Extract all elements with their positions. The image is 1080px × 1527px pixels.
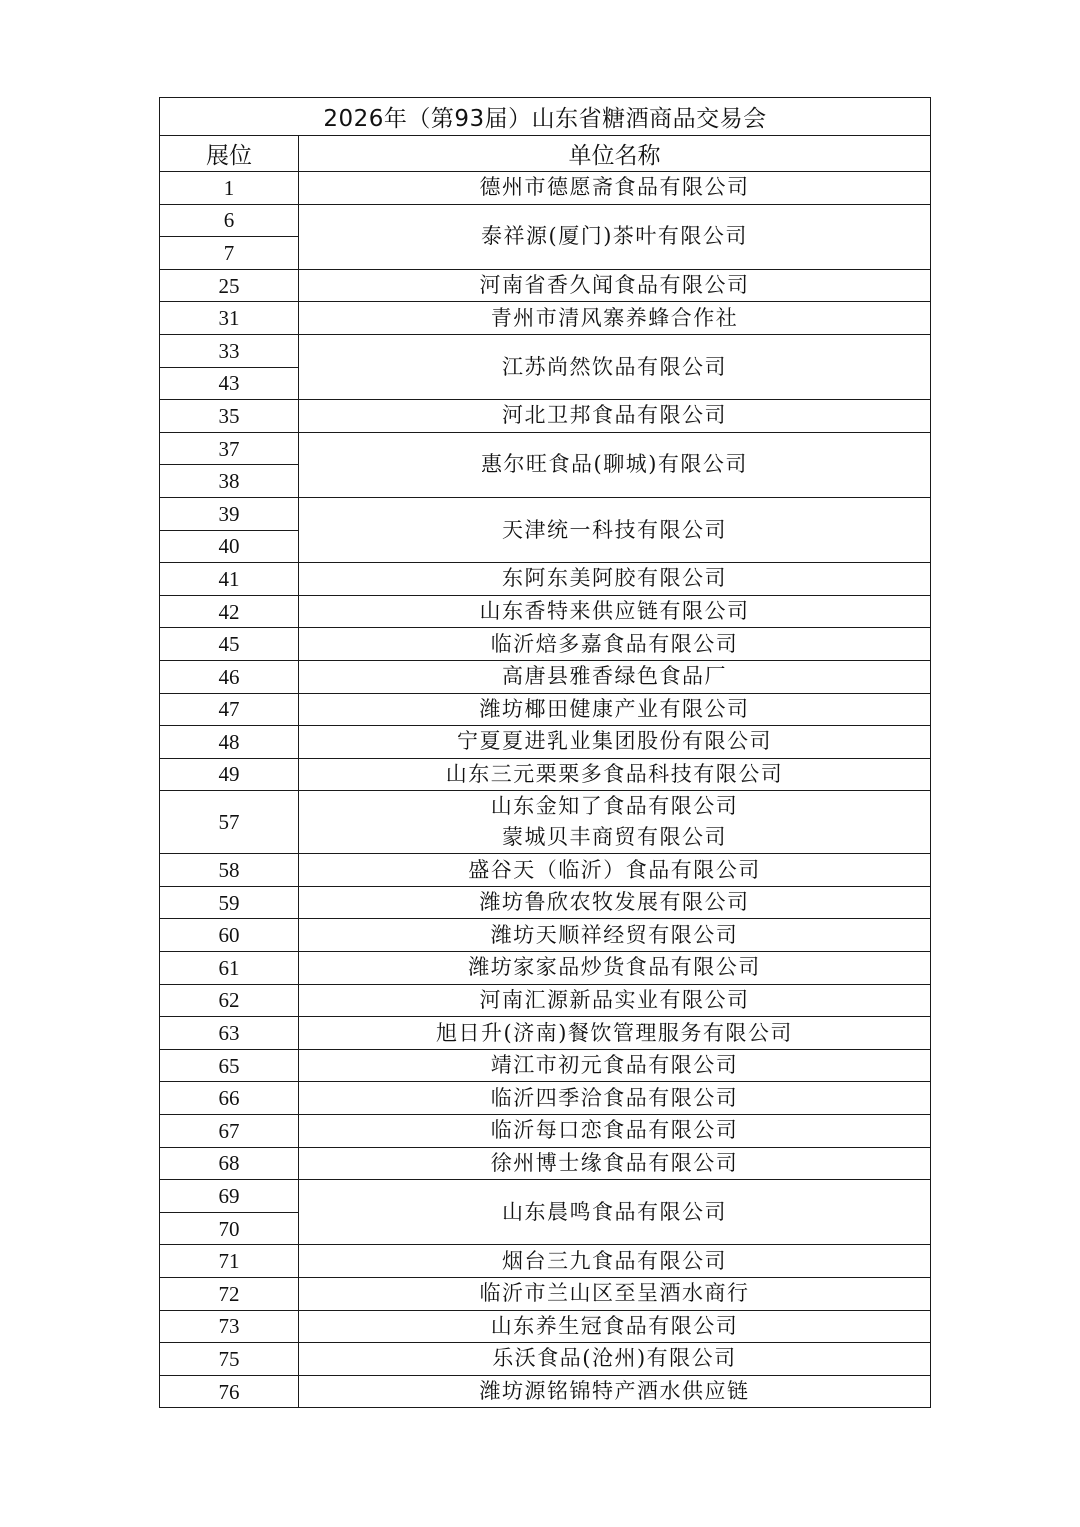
- company-name: 潍坊椰田健康产业有限公司: [479, 696, 750, 721]
- booth-number: 1: [160, 172, 299, 205]
- booth-number: 75: [160, 1343, 299, 1376]
- table-row: [160, 302, 931, 335]
- company-name: 旭日升(济南)餐饮管理服务有限公司: [436, 1020, 793, 1045]
- company-name: 潍坊鲁欣农牧发展有限公司: [479, 890, 750, 915]
- booth-number: 7: [160, 237, 299, 270]
- company-name-cell: [299, 1017, 931, 1050]
- table-title: 2026年（第93届）山东省糖酒商品交易会: [160, 98, 931, 136]
- company-name: 乐沃食品(沧州)有限公司: [492, 1346, 737, 1371]
- company-name-cell: [299, 952, 931, 985]
- table-row: [160, 432, 931, 465]
- booth-number: 73: [160, 1310, 299, 1343]
- booth-number: 6: [160, 204, 299, 237]
- company-name: 泰祥源(厦门)茶叶有限公司: [481, 224, 748, 249]
- company-name: 蒙城贝丰商贸有限公司: [502, 825, 727, 850]
- company-name-cell: [299, 204, 931, 269]
- booth-number: 25: [160, 269, 299, 302]
- booth-number: 31: [160, 302, 299, 335]
- company-name: 东阿东美阿胶有限公司: [502, 566, 727, 591]
- table-row: [160, 1375, 931, 1408]
- table-row: [160, 726, 931, 759]
- company-name: 山东香特来供应链有限公司: [479, 599, 750, 624]
- booth-column-header: 展位: [160, 136, 299, 172]
- booth-number: 61: [160, 952, 299, 985]
- company-name: 潍坊天顺祥经贸有限公司: [490, 922, 739, 947]
- company-name-cell: [299, 1147, 931, 1180]
- company-name: 山东金知了食品有限公司: [490, 794, 739, 819]
- company-name-cell: [299, 1375, 931, 1408]
- booth-number: 38: [160, 465, 299, 498]
- table-row: [160, 984, 931, 1017]
- company-name-cell: [299, 1180, 931, 1245]
- table-body: [160, 172, 931, 1408]
- booth-number: 33: [160, 334, 299, 367]
- company-name: 潍坊家家品炒货食品有限公司: [468, 955, 761, 980]
- booth-number: 60: [160, 919, 299, 952]
- company-name: 德州市德愿斋食品有限公司: [479, 175, 750, 200]
- company-name-cell: [299, 497, 931, 562]
- table-row: [160, 886, 931, 919]
- table-row: [160, 563, 931, 596]
- company-name: 临沂市兰山区至呈酒水商行: [479, 1281, 750, 1306]
- company-name: 临沂焙多嘉食品有限公司: [490, 631, 739, 656]
- table-row: [160, 758, 931, 791]
- booth-number: 65: [160, 1049, 299, 1082]
- company-name-cell: [299, 269, 931, 302]
- booth-number: 57: [160, 791, 299, 854]
- table-row: [160, 1082, 931, 1115]
- company-name-cell: [299, 563, 931, 596]
- company-name-cell: [299, 432, 931, 497]
- table-row: [160, 952, 931, 985]
- company-name-cell: [299, 1278, 931, 1311]
- table-row: [160, 1049, 931, 1082]
- table-row: [160, 1115, 931, 1148]
- company-name-cell: [299, 758, 931, 791]
- company-name: 靖江市初元食品有限公司: [490, 1053, 739, 1078]
- table-row: [160, 269, 931, 302]
- booth-number: 67: [160, 1115, 299, 1148]
- company-name-cell: [299, 302, 931, 335]
- booth-number: 49: [160, 758, 299, 791]
- company-name-cell: [299, 919, 931, 952]
- booth-number: 42: [160, 595, 299, 628]
- company-name-cell: [299, 1049, 931, 1082]
- company-name: 烟台三九食品有限公司: [502, 1248, 727, 1273]
- table-row: [160, 1343, 931, 1376]
- booth-number: 66: [160, 1082, 299, 1115]
- company-name: 山东晨鸣食品有限公司: [502, 1199, 727, 1224]
- booth-number: 48: [160, 726, 299, 759]
- booth-number: 76: [160, 1375, 299, 1408]
- company-name-cell: [299, 693, 931, 726]
- booth-number: 47: [160, 693, 299, 726]
- table-row: [160, 1180, 931, 1213]
- company-name: 山东养生冠食品有限公司: [490, 1313, 739, 1338]
- company-name: 天津统一科技有限公司: [502, 517, 727, 542]
- table-row: [160, 172, 931, 205]
- company-name-cell: [299, 854, 931, 887]
- company-name-cell: [299, 1115, 931, 1148]
- company-name: 惠尔旺食品(聊城)有限公司: [481, 452, 748, 477]
- table-row: [160, 919, 931, 952]
- company-name: 徐州博士缘食品有限公司: [490, 1150, 739, 1175]
- booth-number: 39: [160, 497, 299, 530]
- company-name-cell: [299, 172, 931, 205]
- table-row: [160, 660, 931, 693]
- company-name-cell: [299, 726, 931, 759]
- company-name: 河南汇源新品实业有限公司: [479, 987, 750, 1012]
- booth-number: 40: [160, 530, 299, 563]
- booth-number: 62: [160, 984, 299, 1017]
- company-name-cell: [299, 400, 931, 433]
- company-name: 宁夏夏进乳业集团股份有限公司: [457, 729, 772, 754]
- table-row: [160, 1278, 931, 1311]
- table-row: [160, 204, 931, 237]
- booth-number: 68: [160, 1147, 299, 1180]
- table-row: [160, 595, 931, 628]
- header-row: [160, 136, 931, 172]
- table-row: [160, 1245, 931, 1278]
- company-name-cell: [299, 1245, 931, 1278]
- company-name: 河南省香久闻食品有限公司: [479, 273, 750, 298]
- booth-number: 58: [160, 854, 299, 887]
- booth-number: 59: [160, 886, 299, 919]
- table-row: [160, 854, 931, 887]
- company-name: 临沂四季洽食品有限公司: [490, 1085, 739, 1110]
- title-row: [160, 98, 931, 136]
- booth-number: 35: [160, 400, 299, 433]
- company-column-header: 单位名称: [299, 136, 931, 172]
- table-row: [160, 334, 931, 367]
- booth-number: 69: [160, 1180, 299, 1213]
- table-row: [160, 1310, 931, 1343]
- company-name: 河北卫邦食品有限公司: [502, 403, 727, 428]
- company-name-cell: [299, 1343, 931, 1376]
- company-name: 盛谷天（临沂）食品有限公司: [468, 857, 761, 882]
- company-name-cell: [299, 595, 931, 628]
- company-name: 高唐县雅香绿色食品厂: [502, 664, 727, 689]
- company-name-cell: [299, 334, 931, 399]
- company-name-cell: [299, 984, 931, 1017]
- company-name-cell: [299, 660, 931, 693]
- booth-number: 46: [160, 660, 299, 693]
- booth-number: 72: [160, 1278, 299, 1311]
- company-name-cell: [299, 886, 931, 919]
- booth-number: 41: [160, 563, 299, 596]
- booth-number: 45: [160, 628, 299, 661]
- booth-number: 43: [160, 367, 299, 400]
- company-name-cell: [299, 1310, 931, 1343]
- exhibitor-table: [159, 97, 931, 1408]
- table-row: [160, 791, 931, 854]
- table-row: [160, 400, 931, 433]
- company-name-cell: [299, 628, 931, 661]
- table-row: [160, 693, 931, 726]
- table-row: [160, 628, 931, 661]
- booth-number: 63: [160, 1017, 299, 1050]
- booth-number: 71: [160, 1245, 299, 1278]
- table-row: [160, 1017, 931, 1050]
- company-name-cell: [299, 791, 931, 854]
- company-name: 山东三元栗栗多食品科技有限公司: [445, 761, 784, 786]
- company-name: 临沂每口恋食品有限公司: [490, 1118, 739, 1143]
- table-row: [160, 1147, 931, 1180]
- company-name: 潍坊源铭锦特产酒水供应链: [479, 1379, 750, 1404]
- booth-number: 37: [160, 432, 299, 465]
- company-name: 青州市清风寨养蜂合作社: [490, 305, 739, 330]
- company-name-cell: [299, 1082, 931, 1115]
- table-row: [160, 497, 931, 530]
- company-name: 江苏尚然饮品有限公司: [502, 354, 727, 379]
- booth-number: 70: [160, 1212, 299, 1245]
